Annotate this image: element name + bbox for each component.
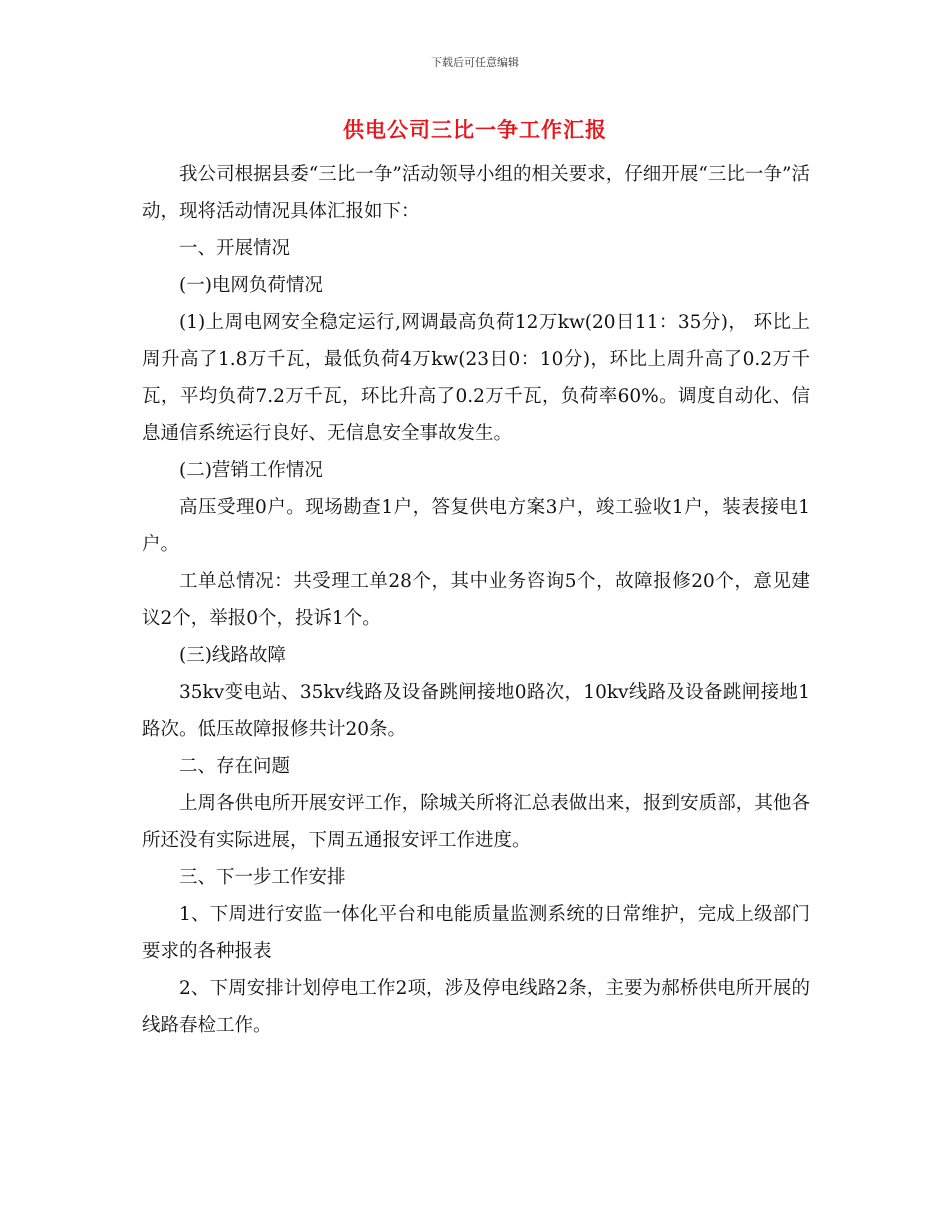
subsection-heading-line-faults: (三)线路故障 (179, 645, 286, 666)
paragraph-work-orders: 工单总情况：共受理工单28个，其中业务咨询5个，故障报修20个，意见建议2个，举报0个，投诉1个。 (142, 571, 810, 629)
paragraph-problems: 上周各供电所开展安评工作，除城关所将汇总表做出来，报到安质部，其他各所还没有实际进展，下周五通报安评工作进度。 (142, 793, 810, 851)
subsection-heading-grid-load: (一)电网负荷情况 (179, 275, 323, 296)
paragraph-grid-load: (1)上周电网安全稳定运行,网调最高负荷12万kw(20日11：35分)， 环比上周升高了1.8万千瓦，最低负荷4万kw(23日0：10分)，环比上周升高了0.2万千瓦，平均负荷7.2万千瓦，环比升高了0.2万千瓦，负荷率60%。调度自动化、信息通信系统运行良好、无信息安全事故发生。 (142, 312, 810, 444)
paragraph-line-faults: 35kv变电站、35kv线路及设备跳闸接地0路次，10kv线路及设备跳闸接地1路次。低压故障报修共计20条。 (142, 682, 810, 740)
subsection-heading-marketing: (二)营销工作情况 (179, 460, 323, 481)
intro-paragraph: 我公司根据县委“三比一争”活动领导小组的相关要求，仔细开展“三比一争”活动，现将活动情况具体汇报如下： (142, 164, 810, 222)
header-note: 下载后可任意编辑 (431, 56, 519, 69)
section-heading-3: 三、下一步工作安排 (179, 867, 346, 888)
section-heading-1: 一、开展情况 (179, 238, 291, 259)
document-body (142, 156, 810, 1044)
paragraph-high-voltage: 高压受理0户。现场勘查1户，答复供电方案3户，竣工验收1户，装表接电1户。 (142, 497, 810, 555)
document-title: 供电公司三比一争工作汇报 (343, 118, 607, 142)
paragraph-plan-1: 1、下周进行安监一体化平台和电能质量监测系统的日常维护，完成上级部门要求的各种报表 (142, 904, 810, 962)
paragraph-plan-2: 2、下周安排计划停电工作2项，涉及停电线路2条，主要为郝桥供电所开展的线路春检工作。 (142, 978, 810, 1036)
section-heading-2: 二、存在问题 (179, 756, 291, 777)
